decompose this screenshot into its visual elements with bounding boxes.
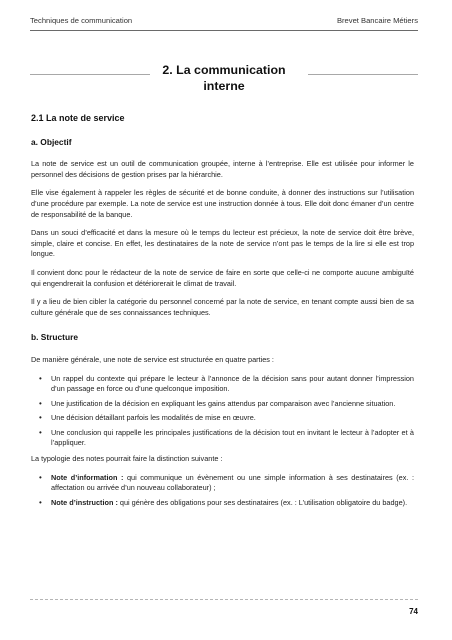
list-item xyxy=(51,498,414,509)
subsection-heading-objectif: a. Objectif xyxy=(31,136,72,147)
list-item: • Une conclusion qui rappelle les principales justifications de la décision tout en invitant le lecteur à l’adopter et à l’appliquer. xyxy=(51,428,414,449)
list-item: • Un rappel du contexte qui prépare le lecteur à l’annonce de la décision sans pour autant donner l’impression d’un passage en force ou d’une quelconque imposition. xyxy=(51,374,414,395)
header-left-text: Techniques de communication xyxy=(30,16,133,25)
structure-intro: De manière générale, une note de service est structurée en quatre parties : xyxy=(31,354,274,364)
page-footer xyxy=(30,599,418,626)
chapter-title-line-1: 2. La communication xyxy=(162,63,286,77)
chapter-title xyxy=(30,62,418,94)
list-item: • Une décision détaillant parfois les modalités de mise en œuvre. xyxy=(51,413,414,424)
paragraph: Dans un souci d’efficacité et dans la mesure où le temps du lecteur est précieux, la note de service doit être brève, simple, claire et concise. En effet, les destinataires de la note de service n’ont pas le temps de la lire si elle est trop longue. xyxy=(31,228,414,259)
list-item xyxy=(51,473,414,494)
subsection-heading-structure: b. Structure xyxy=(31,332,78,343)
chapter-title-block xyxy=(30,62,418,98)
paragraph: Elle vise également à rappeler les règles de sécurité et de bonne conduite, à donner des instructions sur l’utilisation d’une procédure par exemple. La note de service est une instruction donnée à tous. Elle doit donc émaner d’un centre de responsabilité de la banque. xyxy=(31,188,414,219)
page-number: 74 xyxy=(409,607,418,616)
typology-text: qui génère des obligations pour ses destinataires (ex. : L’utilisation obligatoire du badge). xyxy=(117,497,408,507)
paragraph: Il convient donc pour le rédacteur de la note de service de faire en sorte que celle-ci ne comporte aucune ambiguïté qui engendrerait la confusion et détériorerait le climat de travail. xyxy=(31,267,414,288)
typology-intro: La typologie des notes pourrait faire la distinction suivante : xyxy=(31,454,223,464)
typology-term: Note d’instruction : xyxy=(51,497,118,507)
main-content xyxy=(31,113,414,513)
chapter-title-line-2: interne xyxy=(203,79,245,93)
paragraph: La note de service est un outil de communication groupée, interne à l’entreprise. Elle est utilisée pour informer le personnel des décisions de gestion prises par la hiérarchie. xyxy=(31,159,414,179)
typology-term: Note d’information : xyxy=(51,472,124,482)
paragraph: Il y a lieu de bien cibler la catégorie du personnel concerné par la note de service, en tenant compte aussi bien de sa culture générale que de ses connaissances techniques. xyxy=(31,297,414,317)
list-item: • Une justification de la décision en expliquant les gains attendus par comparaison avec l’ancienne situation. xyxy=(51,399,414,410)
structure-parts-list xyxy=(31,374,414,450)
typology-list xyxy=(31,473,414,509)
section-heading: 2.1 La note de service xyxy=(31,113,125,123)
typology-text: qui communique un évènement ou une simple information à ses destinataires (ex. : affectation ou arrivée d’un nouveau collaborateur) ; xyxy=(51,472,414,493)
header-right-text: Brevet Bancaire Métiers xyxy=(336,16,418,25)
running-header xyxy=(30,14,418,31)
